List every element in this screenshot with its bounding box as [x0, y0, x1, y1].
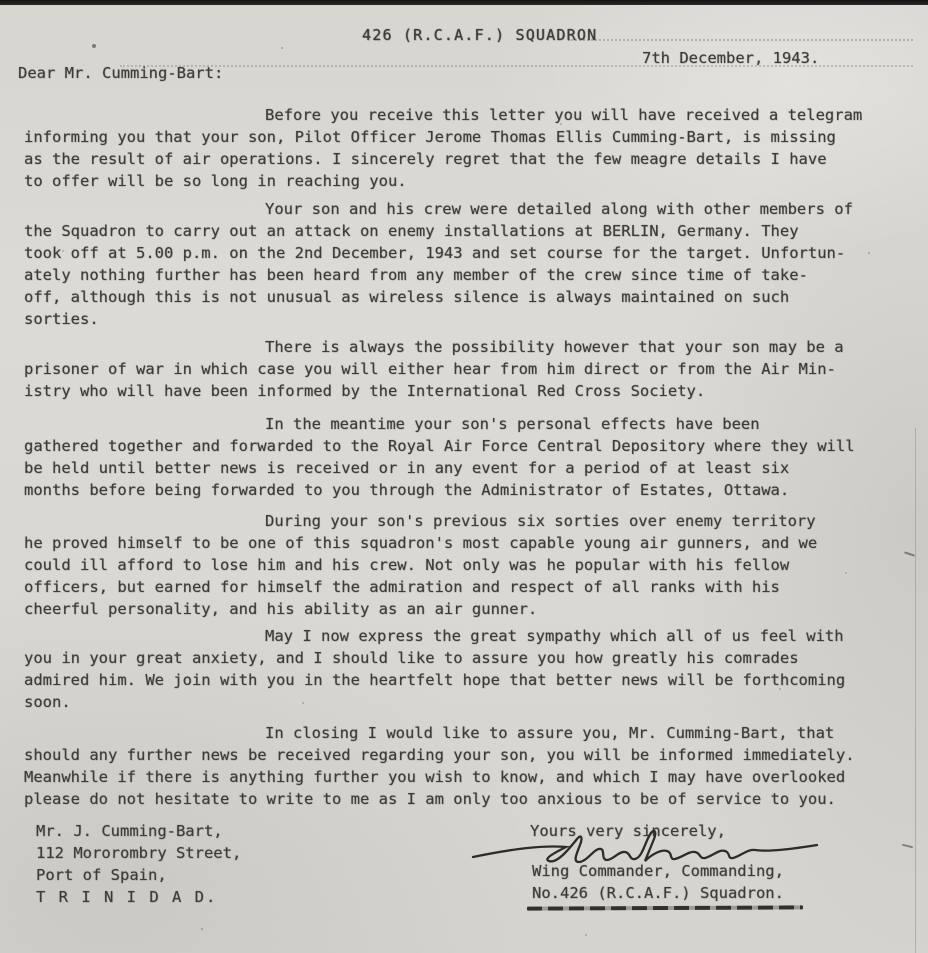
typed-line: Your son and his crew were detailed along with other members of — [265, 200, 853, 218]
typed-line: There is always the possibility however that your son may be a — [265, 338, 844, 356]
typed-line: sorties. — [24, 310, 99, 328]
typed-line: the Squadron to carry out an attack on enemy installations at BERLIN, Germany. They — [24, 222, 799, 240]
typed-line: In the meantime your son's personal effects have been — [265, 415, 760, 433]
paper-crease-line — [915, 428, 916, 953]
typed-line: to offer will be so long in reaching you. — [24, 172, 407, 190]
paragraph-4 — [24, 413, 855, 501]
typed-line: be held until better news is received or in any event for a period of at least six — [24, 459, 790, 477]
paragraph-2 — [24, 198, 853, 330]
typed-line: Port of Spain, — [36, 866, 167, 884]
letter-date: 7th December, 1943. — [642, 49, 820, 67]
typed-line: soon. — [24, 693, 71, 711]
typed-line: off, although this is not unusual as wireless silence is always maintained on such — [24, 288, 790, 306]
typed-line: During your son's previous six sorties over enemy territory — [265, 512, 816, 530]
signer-title: Wing Commander, Commanding, — [532, 862, 784, 880]
paper-crease-tick — [902, 844, 913, 849]
typed-line: istry who will have been informed by the International Red Cross Society. — [24, 382, 706, 400]
typed-line: Before you receive this letter you will have received a telegram — [265, 106, 863, 124]
typed-line: Meanwhile if there is anything further you wish to know, and which I may have overlooked — [24, 768, 846, 786]
typed-line: prisoner of war in which case you will either hear from him direct or from the Air Min- — [24, 360, 836, 378]
dotted-leader-line — [568, 39, 913, 41]
paragraph-5 — [24, 510, 817, 620]
paper-crease-tick — [904, 551, 915, 556]
typed-line: officers, but earned for himself the admiration and respect of all ranks with his — [24, 578, 780, 596]
typed-line: you in your great anxiety, and I should like to assure you how greatly his comrades — [24, 649, 799, 667]
typed-line: gathered together and forwarded to the Royal Air Force Central Depository where they will — [24, 437, 855, 455]
recipient-address-block — [36, 820, 241, 908]
typed-line: should any further news be received regarding your son, you will be informed immediately. — [24, 746, 855, 764]
typed-line: T R I N I D A D. — [36, 888, 218, 906]
closing-line: Yours very sincerely, — [530, 822, 726, 840]
typed-line: please do not hesitate to write to me as I am only too anxious to be of service to you. — [24, 790, 836, 808]
salutation: Dear Mr. Cumming-Bart: — [18, 64, 224, 82]
typed-line: 112 Mororombry Street, — [36, 844, 242, 862]
typed-line: In closing I would like to assure you, Mr. Cumming-Bart, that — [265, 724, 835, 742]
paragraph-6 — [24, 625, 845, 713]
typed-line: admired him. We join with you in the heartfelt hope that better news will be forthcoming — [24, 671, 846, 689]
signer-unit: No.426 (R.C.A.F.) Squadron. — [532, 884, 784, 902]
typed-line: informing you that your son, Pilot Officer Jerome Thomas Ellis Cumming-Bart, is missing — [24, 128, 836, 146]
scan-edge-top — [0, 0, 928, 5]
typed-line: as the result of air operations. I sincerely regret that the few meagre details I have — [24, 150, 827, 168]
paragraph-1 — [24, 104, 862, 192]
signature-block-underline — [527, 905, 803, 910]
typed-line: ately nothing further has been heard from any member of the crew since time of take- — [24, 266, 808, 284]
paragraph-3 — [24, 336, 844, 402]
typed-line: months before being forwarded to you through the Administrator of Estates, Ottawa. — [24, 481, 790, 499]
typed-line: took off at 5.00 p.m. on the 2nd December, 1943 and set course for the target. Unfortun- — [24, 244, 846, 262]
typed-line: cheerful personality, and his ability as an air gunner. — [24, 600, 538, 618]
paper-specks — [0, 0, 2, 2]
paragraph-7 — [24, 722, 855, 810]
typed-line: Mr. J. Cumming-Bart, — [36, 822, 223, 840]
typed-line: May I now express the great sympathy which all of us feel with — [265, 627, 844, 645]
typed-line: he proved himself to be one of this squadron's most capable young air gunners, and we — [24, 534, 818, 552]
typed-line: could ill afford to lose him and his crew. Not only was he popular with his fellow — [24, 556, 790, 574]
letterhead-squadron-title: 426 (R.C.A.F.) SQUADRON — [362, 26, 598, 44]
